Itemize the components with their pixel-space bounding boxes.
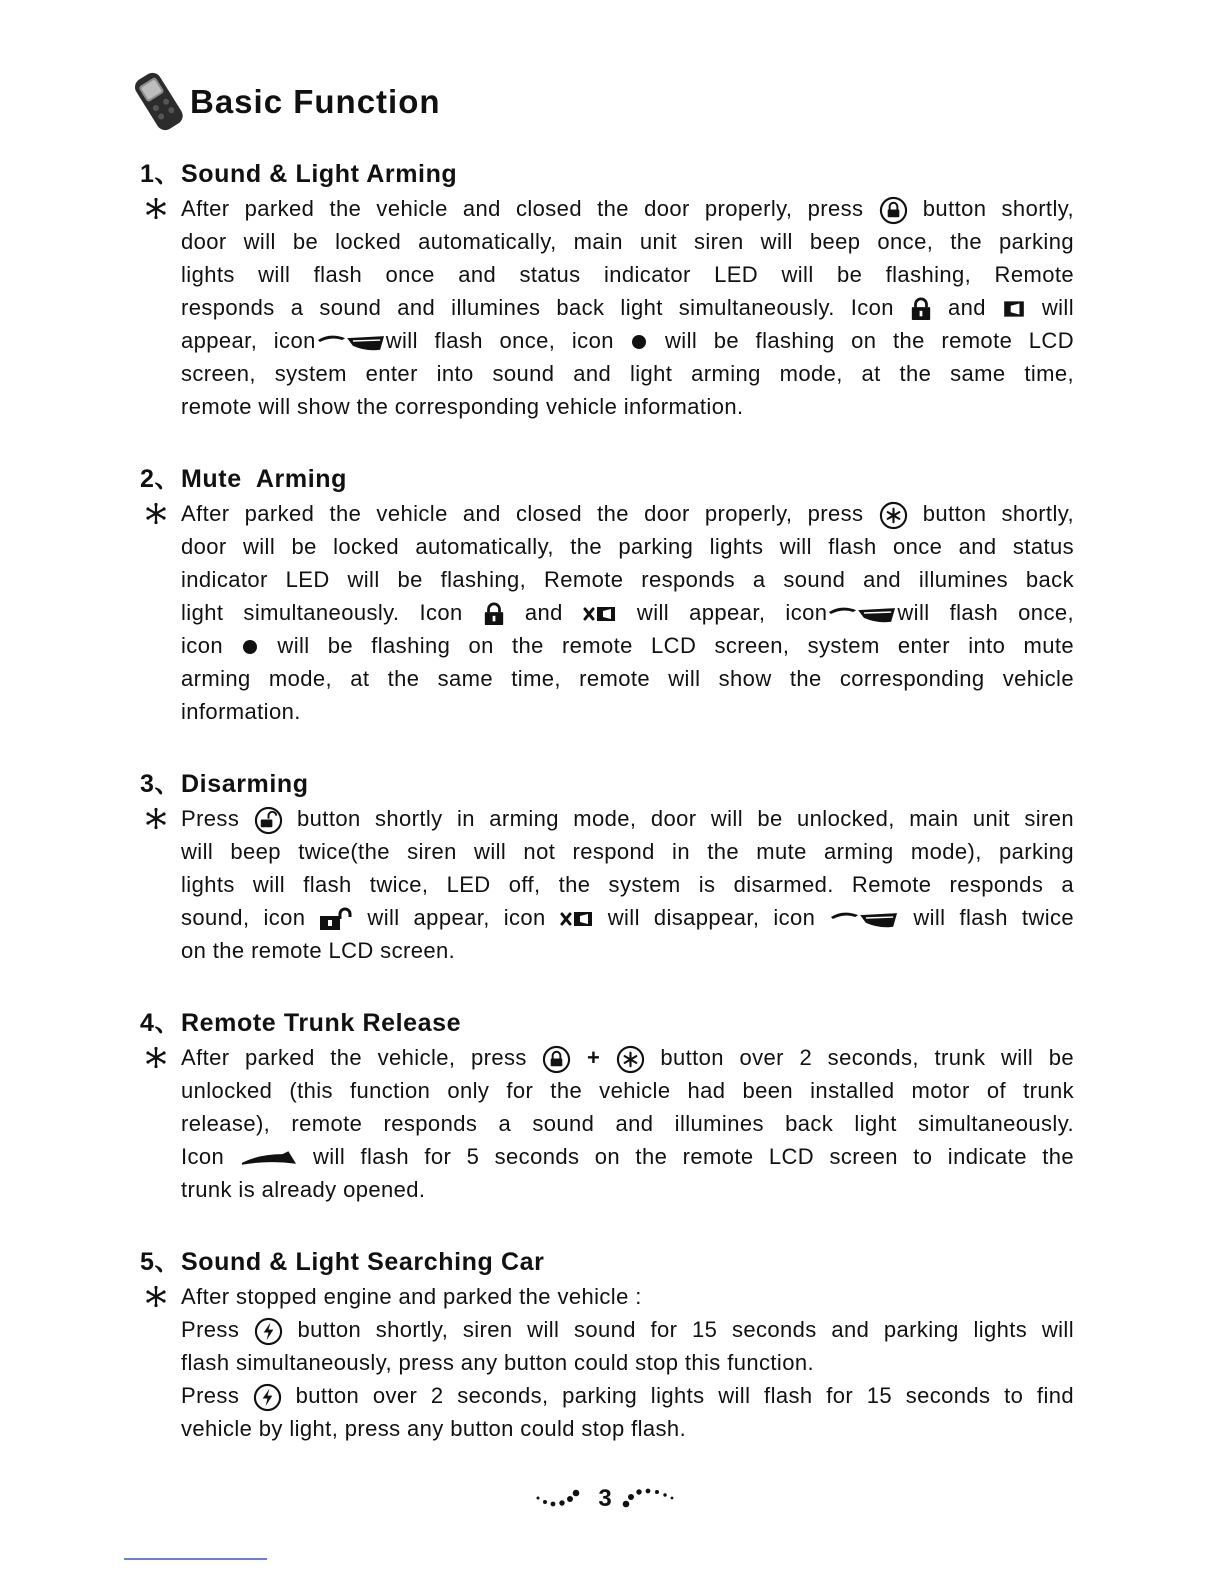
speaker-icon (1002, 298, 1026, 320)
car-icon (827, 602, 897, 626)
paragraph-line: After parked the vehicle, press + button over 2 seconds, trunk will be (181, 1041, 1074, 1074)
paragraph-line: screen, system enter into sound and light arming mode, at the same time, (181, 361, 1074, 386)
paragraph-line: Press button shortly in arming mode, door will be unlocked, main unit siren (181, 802, 1074, 835)
paragraph-line: door will be locked automatically, main unit siren will beep once, the parking (181, 229, 1074, 254)
section-title: Mute Arming (181, 465, 347, 493)
paragraph-line: flash simultaneously, press any button could stop this function. (181, 1350, 814, 1375)
car-icon (316, 330, 386, 354)
section-number: 5、 (140, 1248, 181, 1276)
paragraph-line: unlocked (this function only for the vehicle had been installed motor of trunk (181, 1078, 1074, 1103)
section-title: Sound & Light Searching Car (181, 1248, 545, 1276)
muted-speaker-icon (583, 603, 617, 625)
page-header (130, 70, 441, 134)
section-body (140, 1280, 1074, 1445)
section-number: 4、 (140, 1009, 181, 1037)
paragraph-line: lights will flash twice, LED off, the system is disarmed. Remote responds a (181, 872, 1074, 897)
paragraph-line: icon will be flashing on the remote LCD screen, system enter into mute (181, 633, 1075, 658)
asterisk-bullet-icon (144, 802, 168, 835)
muted-speaker-icon (560, 908, 594, 930)
section-title: Disarming (181, 770, 309, 798)
paragraph-line: will beep twice(the siren will not respond in the mute arming mode), parking (181, 839, 1074, 864)
asterisk-bullet-icon (144, 1280, 168, 1313)
section-body (140, 1041, 1074, 1206)
paragraph-line: After stopped engine and parked the vehicle : (181, 1284, 642, 1309)
paragraph-line: Icon will flash for 5 seconds on the remote LCD screen to indicate the (181, 1144, 1075, 1169)
page-title: Basic Function (190, 83, 441, 120)
paragraph-line: Press button shortly, siren will sound for 15 seconds and parking lights will (181, 1313, 1074, 1346)
paragraph-line: appear, icon will flash once, icon will be flashing on the remote LCD (181, 328, 1074, 353)
paragraph-line: information. (181, 699, 301, 724)
page-number-footer (530, 1480, 680, 1514)
paragraph-line: responds a sound and illumines back light simultaneously. Icon and will (181, 295, 1074, 320)
paragraph-line: arming mode, at the same time, remote will show the corresponding vehicle (181, 666, 1074, 691)
unlock-button-icon (254, 806, 283, 835)
section-heading (140, 1246, 1074, 1278)
section-number: 1、 (140, 160, 181, 188)
section-heading (140, 768, 1074, 800)
asterisk-bullet-icon (144, 1041, 168, 1074)
section-title: Sound & Light Arming (181, 160, 458, 188)
asterisk-bullet-icon (144, 192, 168, 225)
status-dot-icon (241, 638, 259, 656)
lock-icon (483, 602, 505, 626)
bottom-rule (124, 1558, 267, 1560)
section-heading (140, 1007, 1074, 1039)
paragraph-line: release), remote responds a sound and illumines back light simultaneously. (181, 1111, 1074, 1136)
dot-ornament-right (623, 1489, 674, 1508)
mute-button-icon (879, 501, 908, 530)
unlock-icon (319, 907, 353, 931)
dot-ornament-left (537, 1490, 580, 1507)
section-body (140, 497, 1074, 728)
lock-button-icon (879, 196, 908, 225)
section-body (140, 802, 1074, 967)
paragraph-line: vehicle by light, press any button could stop flash. (181, 1416, 687, 1441)
section-number: 3、 (140, 770, 181, 798)
paragraph-line: remote will show the corresponding vehicle information. (181, 394, 744, 419)
section-disarming (140, 768, 1074, 967)
status-dot-icon (630, 333, 648, 351)
paragraph-line: on the remote LCD screen. (181, 938, 456, 963)
paragraph-line: trunk is already opened. (181, 1177, 426, 1202)
paragraph-line: sound, icon will appear, icon will disappear, icon will flash twice (181, 905, 1075, 930)
paragraph-line: door will be locked automatically, the parking lights will flash once and status (181, 534, 1074, 559)
section-mute-arming (140, 463, 1074, 728)
section-title: Remote Trunk Release (181, 1009, 462, 1037)
paragraph-line: After parked the vehicle and closed the door properly, press button shortly, (181, 497, 1074, 530)
remote-control-icon (130, 70, 186, 134)
trunk-icon (240, 1148, 298, 1168)
section-sound-light-arming (140, 158, 1074, 423)
lock-icon (910, 297, 932, 321)
section-sound-light-searching-car (140, 1246, 1074, 1445)
lock-button-icon (542, 1045, 571, 1074)
paragraph-line: indicator LED will be flashing, Remote responds a sound and illumines back (181, 567, 1074, 592)
mute-button-icon (616, 1045, 645, 1074)
section-remote-trunk-release (140, 1007, 1074, 1206)
paragraph-line: After parked the vehicle and closed the door properly, press button shortly, (181, 192, 1074, 225)
paragraph-line: lights will flash once and status indicator LED will be flashing, Remote (181, 262, 1074, 287)
section-body (140, 192, 1074, 423)
section-heading (140, 463, 1074, 495)
lightning-button-icon (254, 1317, 283, 1346)
asterisk-bullet-icon (144, 497, 168, 530)
paragraph-line: light simultaneously. Icon and will appear, icon will flash once, (181, 600, 1074, 625)
car-icon (829, 907, 899, 931)
paragraph-line: Press button over 2 seconds, parking lights will flash for 15 seconds to find (181, 1379, 1074, 1412)
lightning-button-icon (253, 1383, 282, 1412)
section-number: 2、 (140, 465, 181, 493)
page-number: 3 (598, 1485, 612, 1512)
section-heading (140, 158, 1074, 190)
